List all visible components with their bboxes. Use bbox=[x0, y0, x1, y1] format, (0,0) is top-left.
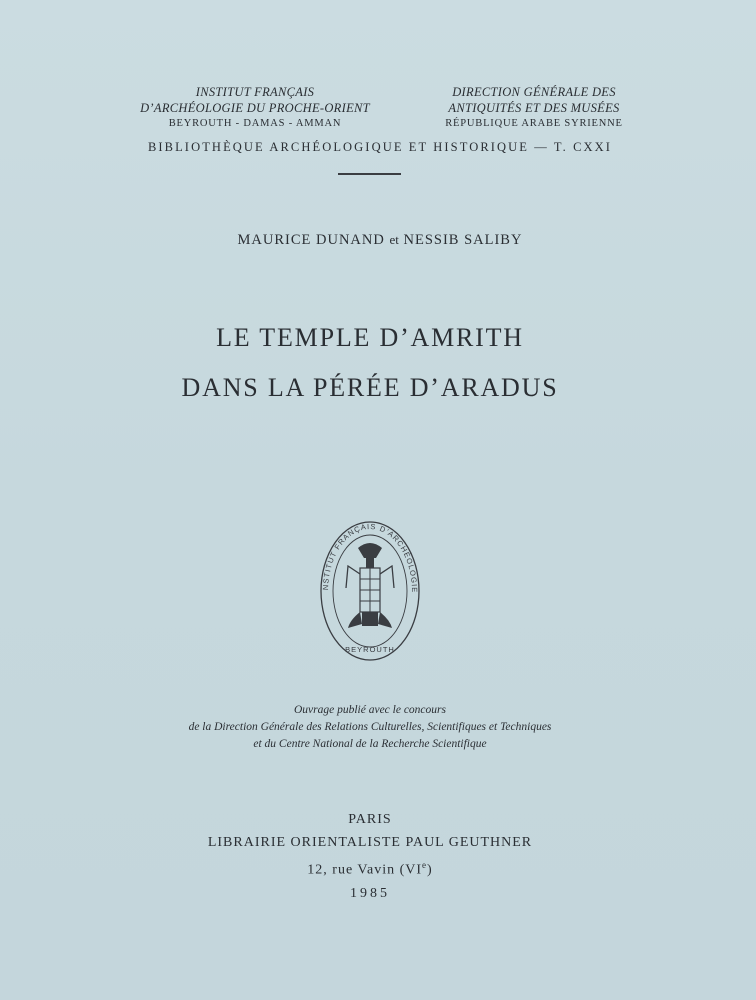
book-title-line2: DANS LA PÉRÉE D’ARADUS bbox=[181, 373, 559, 402]
author-1: MAURICE DUNAND bbox=[237, 232, 385, 248]
direction-name-line2: ANTIQUITÉS ET DES MUSÉES bbox=[448, 101, 620, 115]
direction-name-line1: DIRECTION GÉNÉRALE DES bbox=[452, 85, 616, 99]
header-institute-left bbox=[140, 84, 370, 132]
publisher-city: PARIS bbox=[348, 812, 392, 827]
institute-name-line1: INSTITUT FRANÇAIS bbox=[195, 85, 315, 99]
publisher-address-end: ) bbox=[427, 862, 433, 878]
institute-cities: BEYROUTH - DAMAS - AMMAN bbox=[168, 118, 342, 129]
publisher-address-sup: e bbox=[422, 860, 428, 870]
concours-line3: et du Centre National de la Recherche Scientifique bbox=[253, 738, 487, 750]
institute-name-line2: D’ARCHÉOLOGIE DU PROCHE-ORIENT bbox=[140, 101, 370, 115]
book-title-line1: LE TEMPLE D’AMRITH bbox=[216, 323, 524, 352]
publication-year: 1985 bbox=[350, 885, 390, 901]
author-conjunction: et bbox=[389, 232, 399, 247]
institute-seal-icon bbox=[318, 518, 422, 664]
book-title bbox=[100, 313, 640, 413]
divider-rule bbox=[338, 173, 401, 175]
authors bbox=[110, 232, 650, 249]
header-direction-right bbox=[428, 84, 640, 132]
seal-bottom-text: BEYROUTH bbox=[345, 645, 395, 654]
author-2: NESSIB SALIBY bbox=[403, 232, 523, 248]
direction-country: RÉPUBLIQUE ARABE SYRIENNE bbox=[445, 118, 623, 129]
concours-line1: Ouvrage publié avec le concours bbox=[293, 704, 446, 716]
seal-outer-text: NSTITUT FRANÇAIS D’ARCHÉOLOGIE bbox=[320, 521, 420, 594]
publisher-name: LIBRAIRIE ORIENTALISTE PAUL GEUTHNER bbox=[207, 835, 533, 850]
publisher-block bbox=[100, 808, 640, 905]
publisher-address bbox=[100, 854, 640, 882]
publication-support-note bbox=[100, 702, 640, 753]
concours-line2: de la Direction Générale des Relations Culturelles, Scientifiques et Techniques bbox=[188, 721, 552, 733]
publisher-address-main: 12, rue Vavin (VI bbox=[307, 862, 423, 878]
series-title: BIBLIOTHÈQUE ARCHÉOLOGIQUE ET HISTORIQUE — T. CXXI bbox=[147, 140, 613, 154]
